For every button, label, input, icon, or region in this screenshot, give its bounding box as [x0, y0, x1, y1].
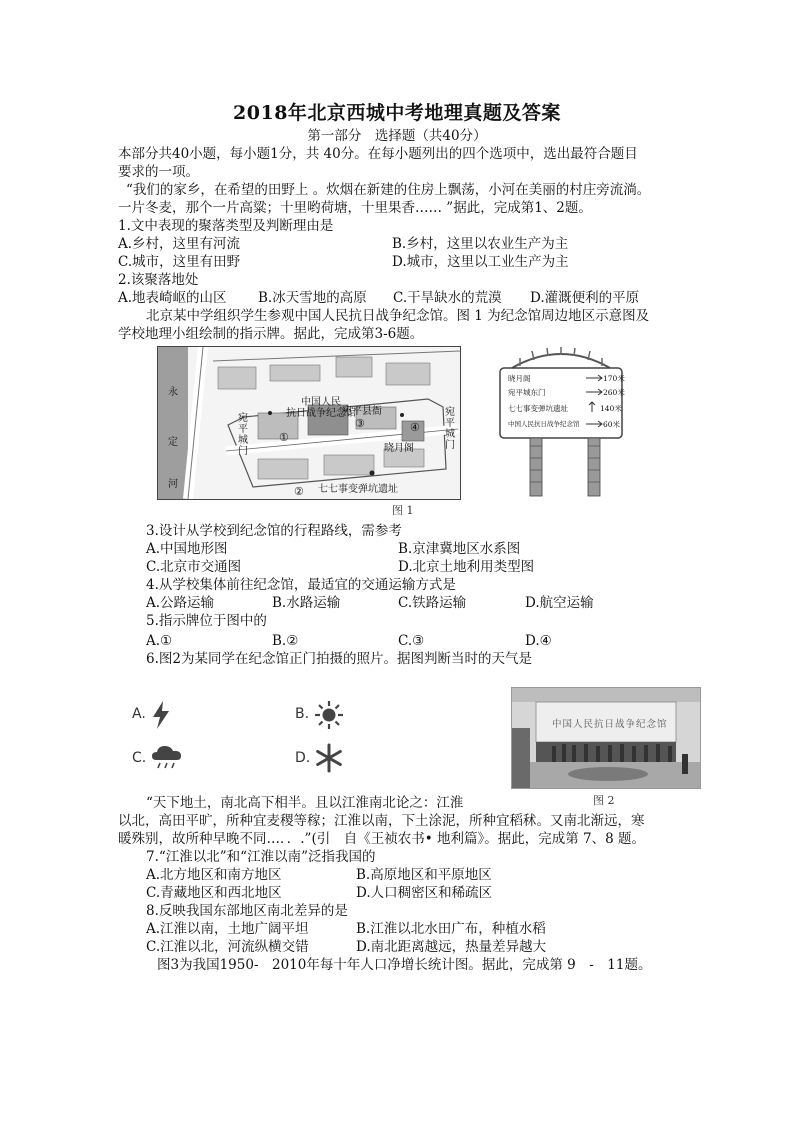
- q6-option-a: A.: [132, 706, 146, 722]
- q5-option-a: A.①: [146, 633, 173, 649]
- map-county-label: 宛平县衙: [342, 406, 382, 417]
- q6-stem: 6.图2为某同学在纪念馆正门拍摄的照片。据图判断当时的天气是: [146, 651, 532, 667]
- q4-option-d: D.航空运输: [525, 595, 594, 611]
- q8-stem: 8.反映我国东部地区南北差异的是: [146, 903, 348, 919]
- figure2-caption: 图 2: [593, 794, 615, 807]
- q1-option-b: B.乡村，这里以农业生产为主: [392, 236, 569, 252]
- q8-option-c: C.江淮以北，河流纵横交错: [146, 939, 309, 955]
- q2-stem: 2.该聚落地处: [118, 272, 199, 288]
- passage1-line-1: “我们的家乡，在希望的田野上 。炊烟在新建的住房上飘荡，小河在美丽的村庄旁流淌。: [126, 182, 651, 198]
- q3-option-c: C.北京市交通图: [146, 559, 242, 575]
- q3-option-a: A.中国地形图: [146, 541, 228, 557]
- figure2-photo: [511, 687, 701, 789]
- map-gate-right-char-1: 宛: [445, 407, 455, 418]
- q7-option-d: D.人口稠密区和稀疏区: [356, 885, 493, 901]
- q7-option-c: C.青藏地区和西北地区: [146, 885, 282, 901]
- q1-option-d: D.城市，这里以工业生产为主: [392, 254, 569, 270]
- map-marker-1: ①: [279, 431, 289, 444]
- q2-option-c: C.干旱缺水的荒漠: [393, 290, 502, 306]
- q4-option-c: C.铁路运输: [398, 595, 467, 611]
- map-marker-3: ③: [355, 417, 365, 430]
- q6-option-d: D.: [295, 750, 311, 766]
- map-gate-right-char-4: 门: [445, 440, 455, 451]
- q5-stem: 5.指示牌位于图中的: [146, 613, 267, 629]
- passage3-line-2: 以北，高田平旷，所种宜麦稷等稼；江淮以南，下土涂泥，所种宜稻秫。又南北渐远，寒: [118, 813, 645, 829]
- q2-option-a: A.地表崎岖的山区: [118, 290, 227, 306]
- section-subtitle: 第一部分 选择题（共40分）: [307, 128, 487, 144]
- map-gate-left-char-1: 宛: [238, 413, 248, 424]
- q6-option-b: B.: [295, 706, 310, 722]
- intro-line-1: 本部分共40小题，每小题1分，共 40分。在每小题列出的四个选项中，选出最符合题目: [118, 146, 638, 162]
- passage3-line-3: 暖殊别，故所种早晚不同…．．.”(引 自《王祯农书• 地利篇》。据此，完成第 7、8 题。: [118, 831, 645, 847]
- map-gate-left-label: [238, 413, 250, 457]
- map-river-label-3: 河: [168, 479, 178, 490]
- sign-item-1-name: 晓月阁: [508, 374, 531, 383]
- q8-option-b: B.江淮以北水田广布，种植水稻: [356, 921, 546, 937]
- q1-stem: 1.文中表现的聚落类型及判断理由是: [118, 218, 334, 234]
- q1-option-a: A.乡村，这里有河流: [118, 236, 241, 252]
- q8-option-a: A.江淮以南，土地广阔平坦: [146, 921, 309, 937]
- passage3-line-1: “天下地土，南北高下相半。且以江淮南北论之：江淮: [146, 795, 464, 811]
- passage2-line-2: 学校地理小组绘制的指示牌。据此，完成第3-6题。: [118, 326, 424, 342]
- sign-item-3-dist: 140米: [600, 404, 622, 413]
- map-museum-line-1: 中国人民: [301, 397, 341, 408]
- q7-option-a: A.北方地区和南方地区: [146, 867, 282, 883]
- intro-line-2: 要求的一项。: [118, 164, 199, 180]
- q7-option-b: B.高原地区和平原地区: [356, 867, 492, 883]
- q4-option-b: B.水路运输: [272, 595, 341, 611]
- q5-option-b: B.②: [272, 633, 299, 649]
- q2-option-b: B.冰天雪地的高原: [258, 290, 367, 306]
- q5-option-c: C.③: [398, 633, 425, 649]
- q3-option-b: B.京津冀地区水系图: [398, 541, 521, 557]
- map-marker-4: ④: [410, 421, 420, 434]
- q6-option-c: C.: [132, 750, 147, 766]
- map-moon-label: 晓月阁: [384, 443, 414, 454]
- passage4: 图3为我国1950- 2010年每十年人口净增长统计图。据此，完成第 9 - 11题。: [157, 957, 652, 973]
- figure1-caption: 图 1: [392, 504, 414, 517]
- map-gate-right-label: [445, 407, 457, 451]
- page-title: 2018年北京西城中考地理真题及答案: [233, 102, 561, 124]
- rain-cloud-icon: [150, 742, 184, 772]
- map-river-label-2: 定: [168, 437, 178, 448]
- sign-item-1-dist: 170米: [603, 374, 625, 383]
- passage1-line-2: 一片冬麦，那个一片高粱；十里哟荷塘，十里果香…… ”据此，完成第1、2题。: [118, 200, 592, 216]
- sign-item-3-name: 七七事变弹坑遗址: [508, 404, 568, 413]
- q2-option-d: D.灌溉便利的平原: [530, 290, 640, 306]
- map-museum-line-2: 抗日战争纪念馆: [286, 408, 356, 419]
- sign-item-4-dist: 60米: [603, 420, 621, 429]
- q7-stem: 7.“江淮以北”和“江淮以南”泛指我国的: [146, 849, 376, 865]
- map-gate-left-char-4: 门: [238, 446, 248, 457]
- map-river-label-1: 永: [168, 387, 178, 398]
- map-gate-right-char-2: 平: [445, 418, 455, 429]
- q8-option-d: D.南北距离越远，热量差异越大: [356, 939, 547, 955]
- map-marker-2: ②: [294, 485, 304, 498]
- q1-option-c: C.城市，这里有田野: [118, 254, 241, 270]
- figure2-banner: 中国人民抗日战争纪念馆: [552, 719, 668, 730]
- map-gate-left-char-2: 平: [238, 424, 248, 435]
- map-gate-right-char-3: 城: [445, 429, 455, 440]
- q3-stem: 3.设计从学校到纪念馆的行程路线，需参考: [146, 523, 402, 539]
- map-gate-left-char-3: 城: [238, 435, 248, 446]
- lightning-icon: [150, 700, 172, 730]
- sign-item-2-name: 宛平城东门: [508, 388, 546, 397]
- figure1-map: [157, 346, 461, 500]
- q3-option-d: D.北京土地利用类型图: [398, 559, 535, 575]
- sign-item-2-dist: 260米: [603, 388, 625, 397]
- map-site-label: 七七事变弹坑遗址: [318, 484, 398, 495]
- snowflake-icon: [314, 743, 344, 773]
- sun-icon: [314, 700, 344, 730]
- q5-option-d: D.④: [525, 633, 552, 649]
- figure1-sign: [490, 346, 632, 498]
- passage2-line-1: 北京某中学组织学生参观中国人民抗日战争纪念馆。图 1 为纪念馆周边地区示意图及: [146, 308, 650, 324]
- q4-stem: 4.从学校集体前往纪念馆，最适宜的交通运输方式是: [146, 577, 456, 593]
- sign-item-4-name: 中国人民抗日战争纪念馆: [508, 420, 580, 428]
- q4-option-a: A.公路运输: [146, 595, 215, 611]
